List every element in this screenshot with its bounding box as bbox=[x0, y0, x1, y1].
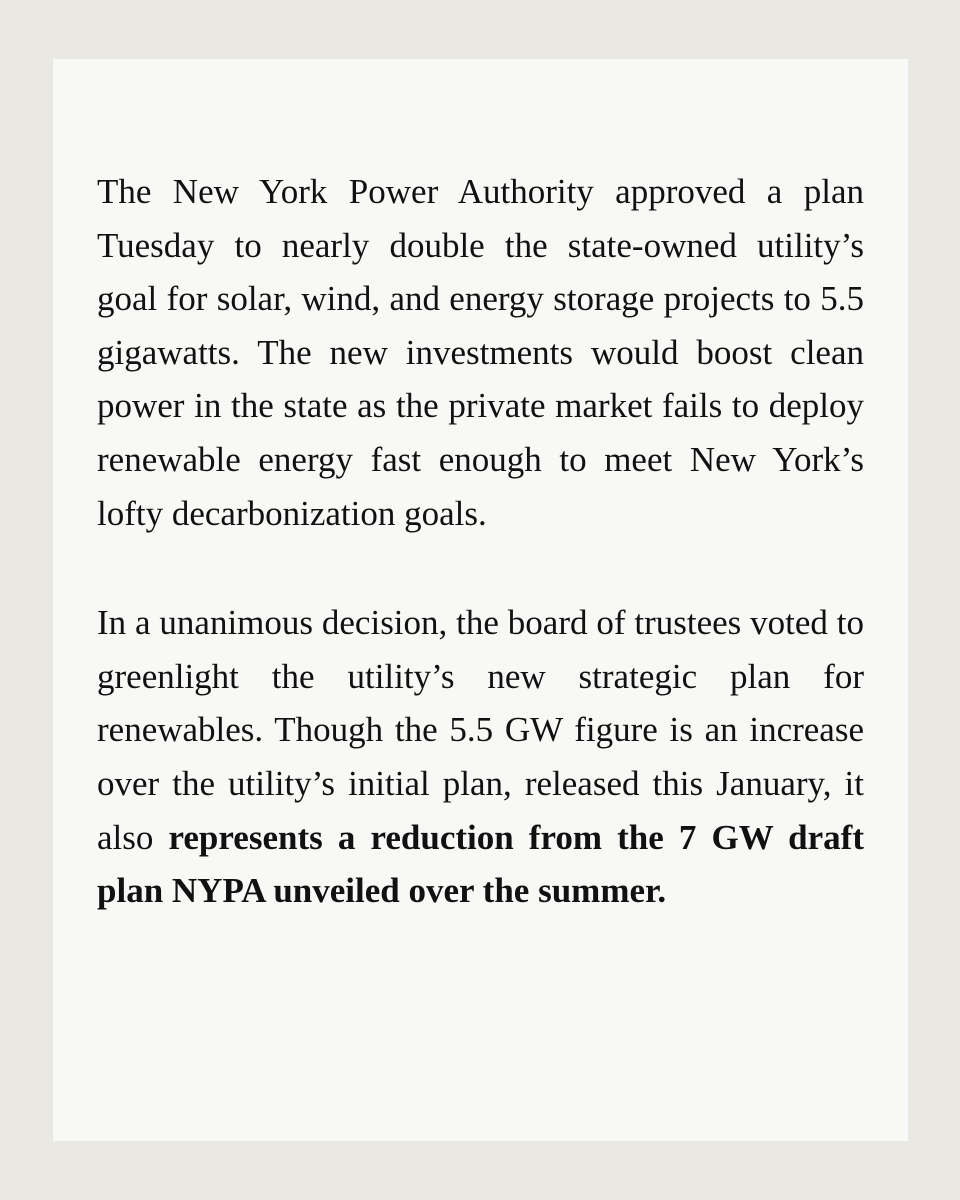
paragraph-1: The New York Power Authority approved a plan Tuesday to nearly double the state-owned utility’s goal for solar, wind, and energy storage projects to 5.5 gigawatts. The new investments would boost clean power in the state as the private market fails to deploy renewable energy fast enough to meet New York’s lofty decarbonization goals. bbox=[97, 172, 864, 533]
paragraph-2 bbox=[97, 596, 864, 918]
text-card bbox=[53, 59, 908, 1141]
paragraph-2-text: In a unanimous decision, the board of trustees voted to greenlight the utility’s new strategic plan for renewables. Though the 5.5 GW figure is an increase over the utility’s initial plan, released this January, it also bbox=[97, 603, 864, 857]
article-body bbox=[97, 165, 864, 918]
paragraph-2-bold-text: represents a reduction from the 7 GW draft plan NYPA unveiled over the summer. bbox=[97, 817, 864, 911]
